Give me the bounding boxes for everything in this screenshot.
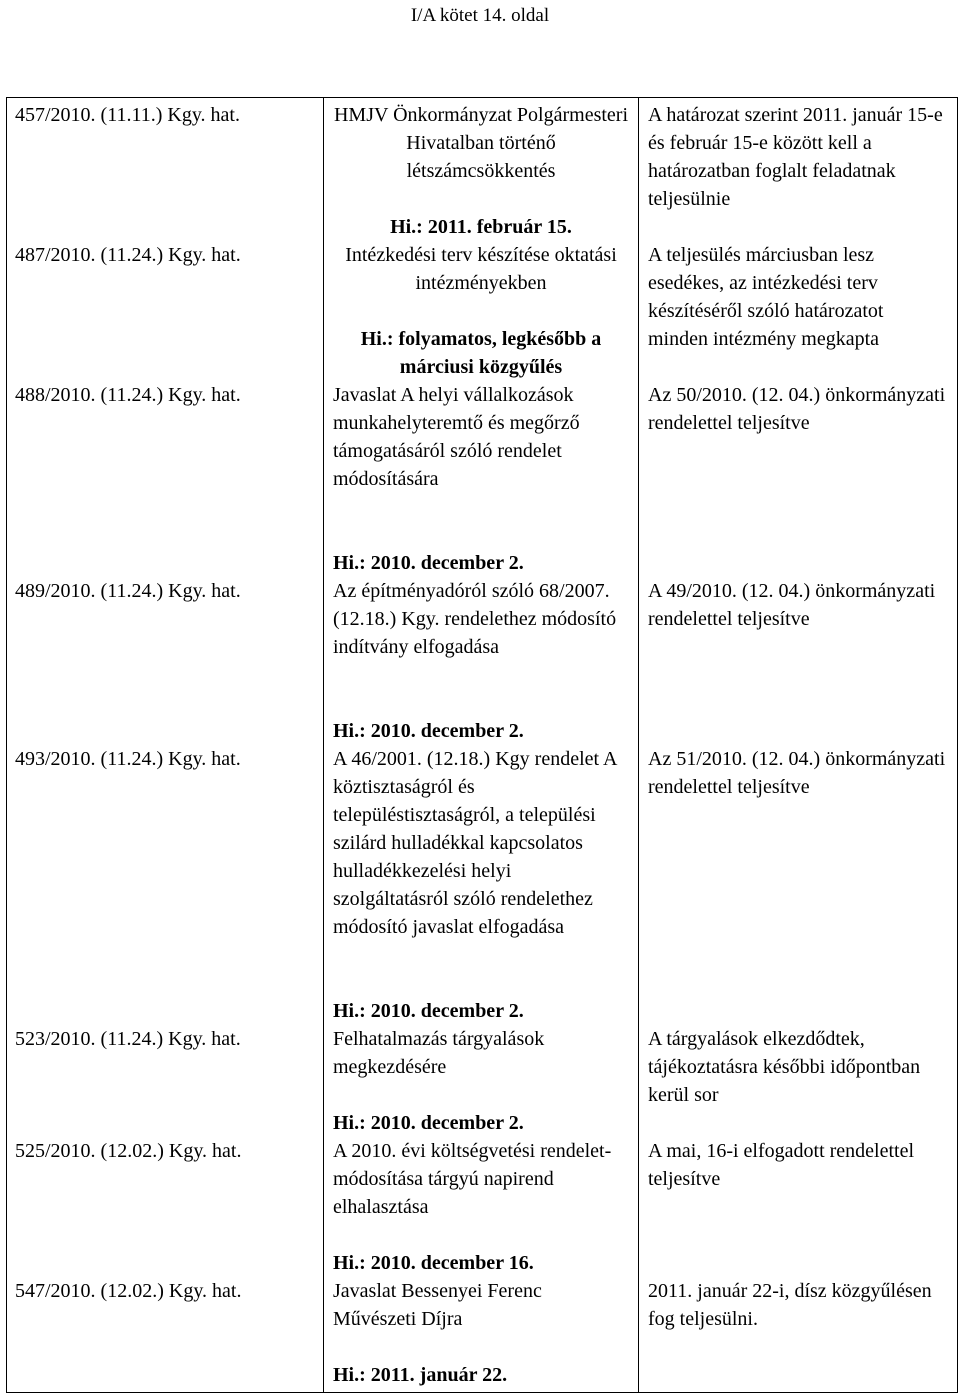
column-divider bbox=[638, 98, 639, 1392]
resolution-number: 488/2010. (11.24.) Kgy. hat. bbox=[15, 384, 241, 406]
column-divider bbox=[323, 98, 324, 1392]
resolution-deadline: Hi.: 2010. december 2. bbox=[333, 1000, 524, 1022]
resolution-status: 2011. január 22-i, dísz közgyűlésen fog teljesülni. bbox=[648, 1280, 932, 1330]
resolution-subject: Az építményadóról szóló 68/2007. (12.18.) Kgy. rendelethez módosító indítvány elfogadása bbox=[333, 580, 617, 658]
resolution-subject: Javaslat Bessenyei Ferenc Művészeti Díjra bbox=[333, 1280, 542, 1330]
resolution-number: 487/2010. (11.24.) Kgy. hat. bbox=[15, 244, 241, 266]
resolution-deadline: Hi.: 2010. december 2. bbox=[333, 720, 524, 742]
resolution-subject: Felhatalmazás tárgyalások megkezdésére bbox=[333, 1028, 545, 1078]
resolution-number: 457/2010. (11.11.) Kgy. hat. bbox=[15, 104, 240, 126]
resolution-status: A mai, 16-i elfogadott rendelettel teljesítve bbox=[648, 1140, 915, 1190]
resolution-number: 489/2010. (11.24.) Kgy. hat. bbox=[15, 580, 241, 602]
resolution-status: A teljesülés márciusban lesz esedékes, az intézkedési terv készítéséről szóló határozatot minden intézmény megkapta bbox=[648, 244, 884, 350]
resolution-number: 493/2010. (11.24.) Kgy. hat. bbox=[15, 748, 241, 770]
page-header: I/A kötet 14. oldal bbox=[410, 5, 550, 26]
resolution-status: A 49/2010. (12. 04.) önkormányzati rendelettel teljesítve bbox=[648, 580, 936, 630]
resolution-status: Az 51/2010. (12. 04.) önkormányzati rendelettel teljesítve bbox=[648, 748, 946, 798]
resolution-deadline: Hi.: 2010. december 2. bbox=[333, 552, 524, 574]
resolution-subject: Javaslat A helyi vállalkozások munkahelyteremtő és megőrző támogatásáról szóló rendelet módosítására bbox=[333, 384, 580, 490]
resolution-subject: Intézkedési terv készítése oktatási intézményekben bbox=[345, 244, 617, 294]
resolution-deadline: Hi.: folyamatos, legkésőbb a márciusi közgyűlés bbox=[360, 328, 602, 378]
resolution-deadline: Hi.: 2011. február 15. bbox=[390, 216, 572, 238]
resolution-deadline: Hi.: 2010. december 16. bbox=[333, 1252, 534, 1274]
resolution-number: 525/2010. (12.02.) Kgy. hat. bbox=[15, 1140, 242, 1162]
resolutions-table bbox=[6, 97, 958, 1393]
resolution-subject: A 2010. évi költségvetési rendelet-módosítása tárgyú napirend elhalasztása bbox=[333, 1140, 612, 1218]
resolution-deadline: Hi.: 2011. január 22. bbox=[333, 1364, 508, 1386]
resolution-status: Az 50/2010. (12. 04.) önkormányzati rendelettel teljesítve bbox=[648, 384, 946, 434]
resolution-number: 547/2010. (12.02.) Kgy. hat. bbox=[15, 1280, 242, 1302]
resolution-deadline: Hi.: 2010. december 2. bbox=[333, 1112, 524, 1134]
resolution-status: A tárgyalások elkezdődtek, tájékoztatásra későbbi időpontban kerül sor bbox=[648, 1028, 921, 1106]
resolution-subject: HMJV Önkormányzat Polgármesteri Hivatalban történő létszámcsökkentés bbox=[333, 104, 629, 182]
resolution-number: 523/2010. (11.24.) Kgy. hat. bbox=[15, 1028, 241, 1050]
resolution-status: A határozat szerint 2011. január 15-e és február 15-e között kell a határozatban foglalt feladatnak teljesülnie bbox=[648, 104, 943, 210]
resolution-subject: A 46/2001. (12.18.) Kgy rendelet A köztisztaságról és településtisztaságról, a települési szilárd hulladékkal kapcsolatos hulladékkezelési helyi szolgáltatásról szóló rendelethez módosító javaslat elfogadása bbox=[333, 748, 617, 938]
